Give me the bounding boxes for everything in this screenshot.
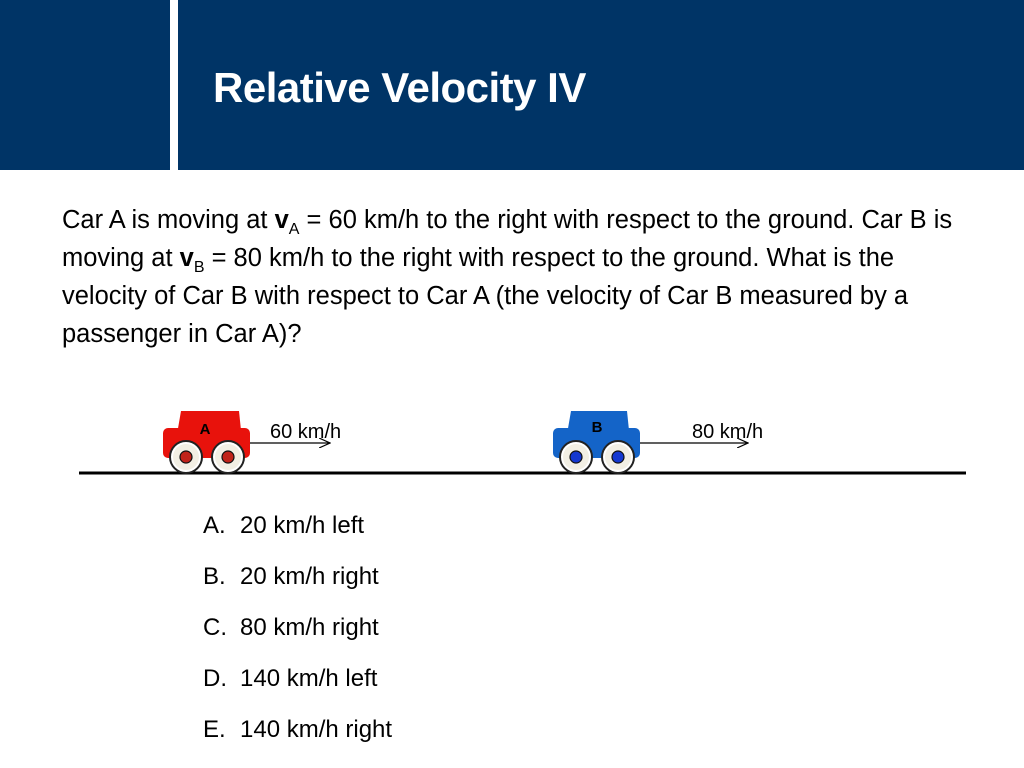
choice-b[interactable] xyxy=(203,551,392,602)
choice-letter: A. xyxy=(203,511,226,539)
choice-text: 140 km/h right xyxy=(240,715,393,743)
car-a xyxy=(163,411,250,473)
header-left-block xyxy=(0,0,170,170)
car-a-rear-hub xyxy=(180,451,192,463)
question-part-3: = 80 km/h to the right with respect to the ground. What is the velocity of Car B with respect to Car A (the velocity of Car B measured by a passenger in Car A)? xyxy=(62,244,909,348)
slide-header xyxy=(0,0,1024,170)
car-b-rear-wheel xyxy=(560,441,592,473)
car-b xyxy=(553,411,640,473)
velocity-b-subscript: B xyxy=(193,259,205,277)
car-a-front-hub xyxy=(222,451,234,463)
choice-letter: E. xyxy=(203,715,226,743)
choice-letter: D. xyxy=(203,664,227,692)
car-a-front-wheel xyxy=(212,441,244,473)
car-a-label: A xyxy=(199,421,211,438)
velocity-b-symbol: v xyxy=(179,244,194,272)
choice-c[interactable] xyxy=(203,602,392,653)
velocity-a-symbol: v xyxy=(274,206,289,234)
choice-d[interactable] xyxy=(203,653,392,704)
choice-a[interactable] xyxy=(203,500,392,551)
choice-letter: C. xyxy=(203,613,227,641)
choice-text: 20 km/h left xyxy=(240,511,365,539)
header-divider xyxy=(170,0,178,170)
choice-e[interactable] xyxy=(203,704,392,755)
question-text xyxy=(62,201,982,353)
velocity-label-b: 80 km/h xyxy=(692,421,764,443)
car-b-front-hub xyxy=(612,451,624,463)
car-b-label: B xyxy=(591,419,603,436)
slide-title: Relative Velocity IV xyxy=(213,64,586,111)
car-b-rear-hub xyxy=(570,451,582,463)
velocity-label-a: 60 km/h xyxy=(270,421,342,443)
answer-choices xyxy=(203,500,392,755)
car-b-front-wheel xyxy=(602,441,634,473)
choice-text: 20 km/h right xyxy=(240,562,379,590)
choice-text: 80 km/h right xyxy=(240,613,379,641)
choice-letter: B. xyxy=(203,562,226,590)
question-part-1: Car A is moving at xyxy=(62,206,275,234)
velocity-a-subscript: A xyxy=(288,221,300,239)
choice-text: 140 km/h left xyxy=(240,664,378,692)
cars-diagram xyxy=(0,395,1024,485)
car-a-rear-wheel xyxy=(170,441,202,473)
question-part-2: = 60 km/h to the right with respect to the ground. Car B is moving at xyxy=(62,206,953,272)
